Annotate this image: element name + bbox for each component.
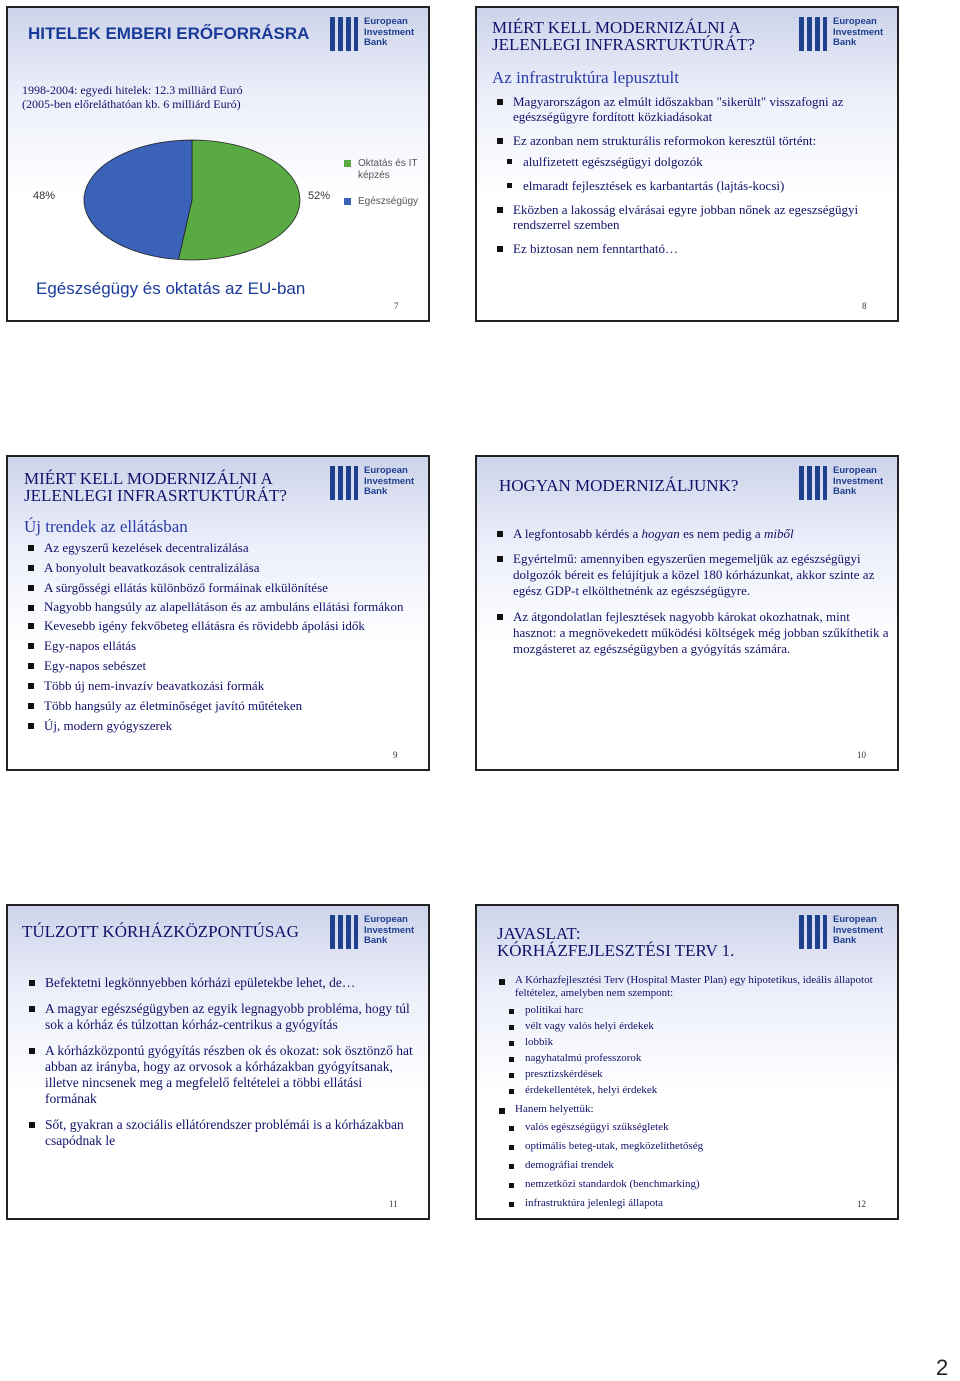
list-item: politikai harc bbox=[499, 1004, 885, 1017]
slide-9-subhead: Új trendek az ellátásban bbox=[24, 517, 188, 536]
list-item: optimális beteg-utak, megközelíthetőség bbox=[499, 1140, 885, 1153]
eib-logo: European Investment Bank bbox=[330, 915, 414, 951]
list-item: A legfontosabb kérdés a hogyan es nem pedig a miből bbox=[497, 526, 889, 541]
list-item: Hanem helyettük: bbox=[499, 1103, 885, 1116]
pie-label-right: 52% bbox=[308, 190, 331, 202]
list-item: Új, modern gyógyszerek bbox=[28, 718, 408, 733]
list-item: presztizskérdések bbox=[499, 1068, 885, 1081]
sheet-page-number: 2 bbox=[936, 1355, 949, 1380]
eib-logo: European Investment Bank bbox=[799, 466, 883, 502]
pie-legend bbox=[344, 158, 424, 208]
list-item: infrastruktúra jelenlegi állapota bbox=[499, 1197, 885, 1210]
list-item: A kórházközpontú gyógyítás részben ok és okozat: sok ösztönző hat abban az irányba, hogy az orvosok a kórházakban gyógyítsanak, illetve nincsenek meg a megfelelő feltételei a többi ellátási formának bbox=[29, 1043, 414, 1107]
slide-12 bbox=[475, 904, 899, 1220]
page-number: 11 bbox=[389, 1199, 398, 1209]
pie-label-left: 48% bbox=[33, 190, 56, 202]
list-item: lobbik bbox=[499, 1036, 885, 1049]
list-item: A sürgősségi ellátás különböző formáinak elkülönítése bbox=[28, 580, 408, 595]
eib-logo: European Investment Bank bbox=[330, 466, 414, 502]
slide-9-title: MIÉRT KELL MODERNIZÁLNI A JELENLEGI INFRASRTUKTÚRÁT? bbox=[24, 469, 287, 505]
list-item: nagyhatalmú professzorok bbox=[499, 1052, 885, 1065]
legend-item-oktatas: Oktatás és IT képzés bbox=[344, 158, 424, 182]
list-item: Egyértelmű: amennyiben egyszerűen megemeljük az egészségügyi dolgozók béreit es felújítjuk a közel 180 kórházunkat, akkor szinte az egész GDP-t elkölthetnénk az egészségügyre. bbox=[497, 551, 889, 599]
slide-8-subhead: Az infrastruktúra lepusztult bbox=[492, 68, 679, 87]
loans-info: 1998-2004: egyedi hitelek: 12.3 milliárd Euró (2005-ben előreláthatóan kb. 6 milliárd Euró) bbox=[22, 83, 243, 111]
legend-item-egeszsegugy: Egészségügy bbox=[344, 196, 424, 208]
pie-slice-egeszsegugy bbox=[84, 140, 192, 260]
list-item: Befektetni legkönnyebben kórházi epületekbe lehet, de… bbox=[29, 975, 414, 991]
eib-logo: European Investment Bank bbox=[799, 17, 883, 53]
list-item: Több hangsúly az életminőséget javító műtéteken bbox=[28, 698, 408, 713]
list-item: elmaradt fejlesztések es karbantartás (lajtás-kocsi) bbox=[497, 178, 877, 193]
list-item: Nagyobb hangsúly az alapellátáson és az ambuláns ellátási formákon bbox=[28, 600, 408, 613]
slide-8 bbox=[475, 6, 899, 322]
page-number: 8 bbox=[862, 301, 867, 311]
slide-9 bbox=[6, 455, 430, 771]
list-item: Az egyszerű kezelések decentralizálása bbox=[28, 540, 408, 555]
list-item: Eközben a lakosság elvárásai egyre jobban nőnek az egeszségügyi rendszerrel szemben bbox=[497, 202, 877, 232]
slide-10-bullets bbox=[497, 526, 889, 666]
list-item: érdekellentétek, helyi érdekek bbox=[499, 1084, 885, 1097]
list-item: alulfizetett egészségügyi dolgozók bbox=[497, 154, 877, 169]
slide-8-bullets bbox=[497, 94, 877, 265]
page-number: 12 bbox=[857, 1199, 866, 1209]
slide-7-caption: Egészségügy és oktatás az EU-ban bbox=[36, 279, 306, 298]
list-item: A magyar egészségügyben az egyik legnagyobb probléma, hogy túl sok a kórház és túlzottan kórház-centrikus a gyógyítás bbox=[29, 1001, 414, 1033]
list-item: Ez azonban nem strukturális reformokon keresztül történt: bbox=[497, 133, 877, 148]
slide-12-title: JAVASLAT: KÓRHÁZFEJLESZTÉSI TERV 1. bbox=[497, 924, 735, 960]
list-item: Egy-napos sebészet bbox=[28, 658, 408, 673]
list-item: Egy-napos ellátás bbox=[28, 638, 408, 653]
list-item: valós egészségügyi szükségletek bbox=[499, 1121, 885, 1134]
list-item: vélt vagy valós helyi érdekek bbox=[499, 1020, 885, 1033]
pie-slice-oktatas bbox=[178, 140, 299, 260]
pie-chart bbox=[72, 138, 312, 262]
list-item: A bonyolult beavatkozások centralizálása bbox=[28, 560, 408, 575]
list-item: nemzetközi standardok (benchmarking) bbox=[499, 1178, 885, 1191]
list-item: demográfiai trendek bbox=[499, 1159, 885, 1172]
page-number: 7 bbox=[394, 301, 399, 311]
list-item: Több új nem-invazív beavatkozási formák bbox=[28, 678, 408, 693]
slide-10 bbox=[475, 455, 899, 771]
slide-9-bullets bbox=[28, 540, 408, 738]
slide-10-title: HOGYAN MODERNIZÁLJUNK? bbox=[499, 476, 739, 495]
list-item: Kevesebb igény fekvőbeteg ellátásra és rövidebb ápolási idők bbox=[28, 618, 408, 633]
list-item: Az átgondolatlan fejlesztések nagyobb károkat okozhatnak, mint hasznot: a megnövekedett működési költségek még jobban szűkíthetik a mozgásteret az egészségügyben a gyógyítás számára. bbox=[497, 609, 889, 657]
list-item: A Kórhazfejlesztési Terv (Hospital Master Plan) egy hipotetikus, ideális állapotot feltételez, amelyben nem szempont: bbox=[499, 974, 885, 1000]
slide-12-bullets bbox=[499, 974, 885, 1219]
slide-11 bbox=[6, 904, 430, 1220]
slide-11-title: TÚLZOTT KÓRHÁZKÖZPONTÚSAG bbox=[22, 922, 299, 941]
list-item: Magyarországon az elmúlt időszakban "sikerült" visszafogni az egészségügyre fordított közkiadásokat bbox=[497, 94, 877, 124]
eib-logo: European Investment Bank bbox=[330, 17, 414, 53]
page-number: 10 bbox=[857, 750, 866, 760]
page-number: 9 bbox=[393, 750, 398, 760]
eib-logo: European Investment Bank bbox=[799, 915, 883, 951]
slide-7-title: HITELEK EMBERI ERŐFORRÁSRA bbox=[28, 24, 310, 43]
list-item: Ez biztosan nem fenntartható… bbox=[497, 241, 877, 256]
list-item: Sőt, gyakran a szociális ellátórendszer problémái is a kórházakban csapódnak le bbox=[29, 1117, 414, 1149]
slide-11-bullets bbox=[29, 975, 414, 1158]
slide-7 bbox=[6, 6, 430, 322]
slide-8-title: MIÉRT KELL MODERNIZÁLNI A JELENLEGI INFRASRTUKTÚRÁT? bbox=[492, 18, 755, 54]
